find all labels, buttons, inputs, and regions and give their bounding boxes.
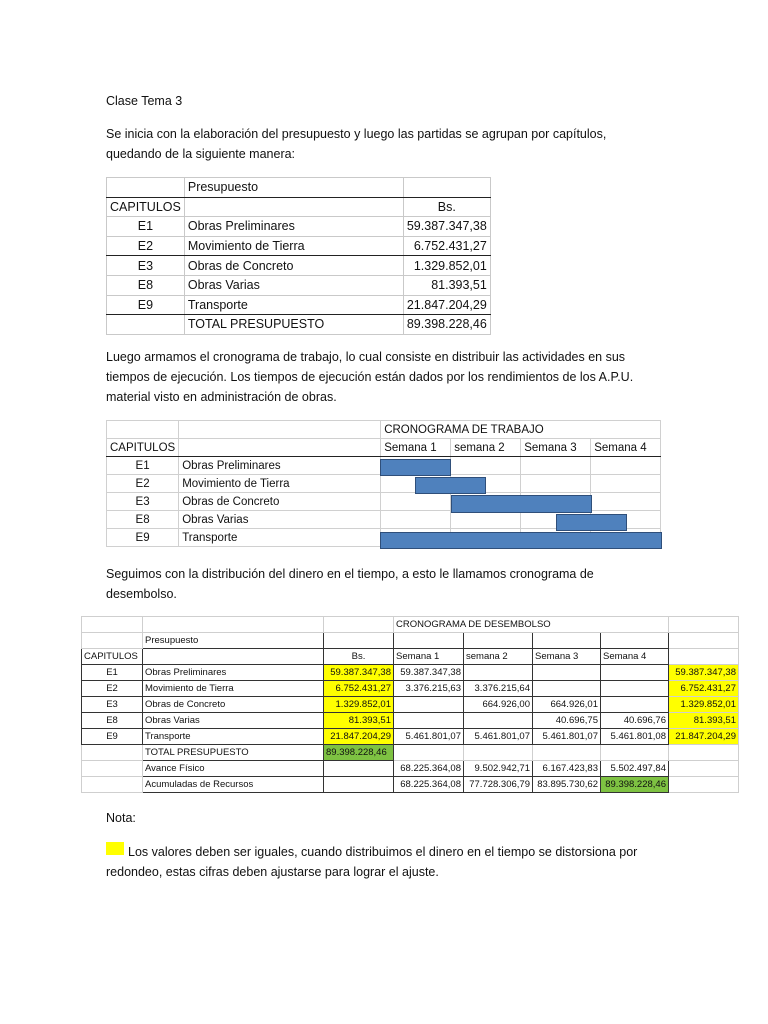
- nota-text: Los valores deben ser iguales, cuando distribuimos el dinero en el tiempo se distorsiona por redondeo, estas cifras deben ajustarse para lograr el ajuste.: [106, 845, 638, 879]
- table-row: E2 Movimiento de Tierra 6.752.431,27: [107, 236, 491, 256]
- table-row: E2 Movimiento de Tierra: [107, 475, 661, 493]
- page-heading: Clase Tema 3: [106, 94, 183, 108]
- schedule-paragraph: Luego armamos el cronograma de trabajo, lo cual consiste en distribuir las actividades en sus tiempos de ejecución. Los tiempos de ejecución están dados por los rendimientos de los A.P.U. material visto en administración de obras.: [106, 350, 634, 404]
- schedule-title: CRONOGRAMA DE TRABAJO: [381, 421, 661, 439]
- intro-paragraph: Se inicia con la elaboración del presupuesto y luego las partidas se agrupan por capítulos, quedando de la siguiente manera:: [106, 127, 607, 161]
- disbursement-col-currency: Bs.: [324, 649, 394, 665]
- table-row: E9 Transporte: [107, 529, 661, 547]
- budget-title: Presupuesto: [184, 178, 403, 198]
- budget-total: 89.398.228,46: [403, 315, 490, 335]
- acumuladas-label: Acumuladas de Recursos: [143, 777, 324, 793]
- table-row: Acumuladas de Recursos 68.225.364,08 77.728.306,79 83.895.730,62 89.398.228,46: [82, 777, 739, 793]
- week-header: Semana 4: [601, 649, 669, 665]
- table-row: E1 Obras Preliminares 59.387.347,38 59.387.347,38 59.387.347,38: [82, 665, 739, 681]
- disbursement-total: 89.398.228,46: [324, 745, 394, 761]
- budget-table: [106, 177, 491, 335]
- disbursement-budget-label: Presupuesto: [143, 633, 324, 649]
- disbursement-title: CRONOGRAMA DE DESEMBOLSO: [394, 617, 669, 633]
- week-header: Semana 3: [533, 649, 601, 665]
- table-row: E1 Obras Preliminares: [107, 457, 661, 475]
- gantt-bar-e1: [380, 459, 451, 476]
- table-row: E8 Obras Varias 81.393,51: [107, 275, 491, 295]
- table-row: E9 Transporte 21.847.204,29 5.461.801,07 5.461.801,07 5.461.801,07 5.461.801,08 21.847.204,29: [82, 729, 739, 745]
- nota-label: Nota:: [106, 811, 136, 825]
- disbursement-table: [81, 616, 739, 793]
- budget-total-label: TOTAL PRESUPUESTO: [184, 315, 403, 335]
- table-row: E8 Obras Varias 81.393,51 40.696,75 40.696,76 81.393,51: [82, 713, 739, 729]
- table-row: E1 Obras Preliminares 59.387.347,38: [107, 217, 491, 237]
- table-row: E8 Obras Varias: [107, 511, 661, 529]
- table-row: Avance Físico 68.225.364,08 9.502.942,71 6.167.423,83 5.502.497,84: [82, 761, 739, 777]
- disbursement-paragraph: Seguimos con la distribución del dinero en el tiempo, a esto le llamamos cronograma de desembolso.: [106, 567, 594, 601]
- table-row: E3 Obras de Concreto 1.329.852,01: [107, 256, 491, 276]
- schedule-col-chapters: CAPITULOS: [107, 439, 179, 457]
- budget-col-chapters: CAPITULOS: [107, 197, 185, 217]
- table-row: E9 Transporte 21.847.204,29: [107, 295, 491, 315]
- gantt-bar-e8: [556, 514, 627, 531]
- gantt-bar-e2: [415, 477, 486, 494]
- disbursement-total-label: TOTAL PRESUPUESTO: [143, 745, 324, 761]
- table-row: E3 Obras de Concreto: [107, 493, 661, 511]
- table-row: E2 Movimiento de Tierra 6.752.431,27 3.376.215,63 3.376.215,64 6.752.431,27: [82, 681, 739, 697]
- gantt-bar-e9: [380, 532, 662, 549]
- budget-col-currency: Bs.: [403, 197, 490, 217]
- week-header: Semana 4: [591, 439, 661, 457]
- week-header: Semana 3: [521, 439, 591, 457]
- avance-label: Avance Físico: [143, 761, 324, 777]
- disbursement-col-chapters: CAPITULOS: [82, 649, 143, 665]
- table-row: [82, 745, 739, 761]
- week-header: Semana 1: [394, 649, 464, 665]
- table-row: E3 Obras de Concreto 1.329.852,01 664.926,00 664.926,01 1.329.852,01: [82, 697, 739, 713]
- week-header: semana 2: [451, 439, 521, 457]
- gantt-bar-e3: [451, 495, 592, 512]
- week-header: Semana 1: [381, 439, 451, 457]
- week-header: semana 2: [464, 649, 533, 665]
